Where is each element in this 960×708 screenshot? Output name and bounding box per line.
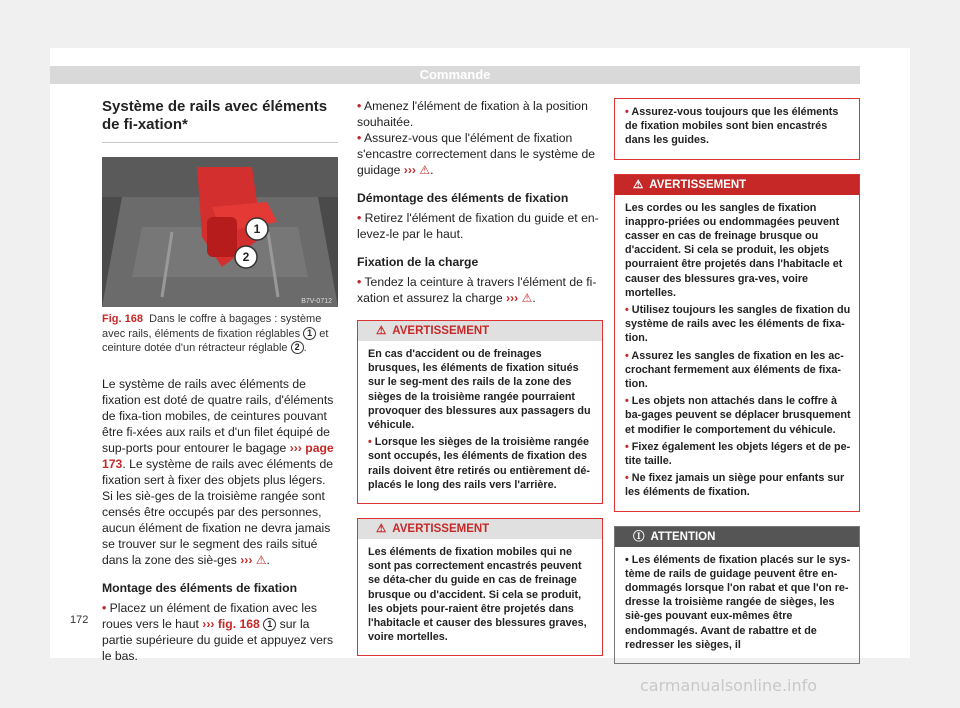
bullet-icon: • — [357, 131, 362, 145]
page-link[interactable]: ››› page 173 — [102, 440, 334, 471]
bullet-icon: • — [625, 440, 629, 453]
warning-bullet-text: Les objets non attachés dans le coffre à ba-gages peuvent se déplacer brusquement et modifier le comportement du véhicule. — [625, 395, 851, 436]
warning-box-header: ⚠ AVERTISSEMENT — [615, 175, 859, 195]
figure-caption: Fig. 168 Dans le coffre à bagages : système avec rails, éléments de fixation réglables 1 et ceinture dotée d'un rétracteur réglable 2 . — [102, 313, 329, 354]
warning-bullet-text: Assurez-vous toujours que les éléments de fixation mobiles sont bien encastrés dans les guides. — [625, 106, 839, 147]
attention-title: ATTENTION — [650, 530, 716, 543]
warning-bullet-text: Utilisez toujours les sangles de fixation du système de rails avec les éléments de fixa-tion. — [625, 304, 851, 345]
attention-box — [614, 526, 860, 664]
bullet-icon: • — [625, 304, 629, 317]
bullet-icon: • — [625, 349, 629, 362]
attention-bullet-text: Les éléments de fixation placés sur le sys-tème de rails de guidage peuvent être en-dommagés lorsque l'on rabat et que l'on re-dresse la troisième rangée de sièges, les siè-ges pouvant eux-mêmes être endommagés. Avant de rabattre et de redresser les sièges, il — [625, 553, 851, 651]
column-2 — [357, 98, 603, 670]
bullet-check: • Assurez-vous que l'élément de fixation s'encastre correctement dans le système de guidage ››› ⚠. — [357, 131, 596, 177]
montage-text-a: Placez un élément de fixation avec les roues vers le haut — [102, 600, 317, 631]
attention-box-header: Ⓘ ATTENTION — [615, 527, 859, 547]
warning-icon: ⚠ — [419, 163, 431, 177]
warning-text: Les cordes ou les sangles de fixation inappro-priées ou endommagées peuvent casser en cas de freinage brusque ou d'accident. Si cela se produit, les objets pourraient être projetés dans l'habitacle et causer des blessures gra-ves, voire mortelles. — [625, 201, 843, 299]
page-number: 172 — [70, 614, 89, 626]
caption-text-a: Dans le coffre à bagages : système avec rails, éléments de fixation réglables — [102, 313, 322, 340]
warning-bullet — [625, 303, 851, 346]
montage-text-b: sur la partie supérieure du guide et appuyez vers le bas. — [102, 616, 334, 663]
charge-bullet: • Tendez la ceinture à travers l'élément de fi-xation et assurez la charge ››› ⚠. — [357, 275, 597, 305]
attention-bullet — [625, 553, 851, 652]
bullet-icon: • — [357, 275, 362, 289]
warning-title: AVERTISSEMENT — [392, 325, 490, 337]
figure-label: Fig. 168 — [102, 313, 143, 325]
warning-box-2 — [357, 518, 603, 656]
warning-bullet-text: Assurez les sangles de fixation en les ac-crochant fermement aux éléments de fixa-tion. — [625, 349, 844, 391]
caption-text-b: et ceinture dotée d'un rétracteur réglable — [102, 327, 329, 354]
warning-bullet — [625, 349, 851, 392]
bullet-icon: • — [368, 436, 372, 449]
bullet-check-text: Assurez-vous que l'élément de fixation s'encastre correctement dans le système de guidage — [357, 131, 596, 177]
warning-continuation-box — [614, 98, 860, 160]
bullet-icon: • — [357, 99, 362, 113]
subhead-montage: Montage des éléments de fixation — [102, 580, 298, 595]
warning-box-body — [615, 99, 859, 159]
warning-box-body — [615, 195, 859, 511]
fig-link[interactable]: ››› fig. 168 — [202, 616, 260, 631]
montage-bullet — [102, 600, 338, 664]
warning-icon: ⚠ — [521, 291, 533, 305]
warning-box-body — [358, 539, 602, 655]
warning-title: AVERTISSEMENT — [649, 178, 747, 191]
warning-box-header: ⚠ AVERTISSEMENT — [358, 519, 602, 539]
warning-bullet — [625, 440, 851, 468]
warning-title: AVERTISSEMENT — [392, 523, 490, 536]
watermark: carmanualsonline.info — [640, 676, 818, 695]
bullet-icon: • — [102, 600, 107, 615]
bullet-move — [357, 98, 603, 130]
warning-bullet-text: Lorsque les sièges de la troisième rangée sont occupés, les éléments de fixation des rails doivent être retirés ou entièrement dé-placés le long des rails vers l'arrière. — [368, 436, 591, 491]
demontage-bullet — [357, 210, 603, 242]
warning-text: Les éléments de fixation mobiles qui ne sont pas correctement encastrés peuvent se déta-cher du guide en cas de freinage brusque ou d'accident. Si cela se produit, les objets pour-raient être projetés dans l'habitacle et causer des blessures graves, voire mortelles. — [368, 546, 587, 644]
bullet-icon: • — [625, 395, 629, 408]
callout-2: 2 — [242, 250, 250, 264]
warning-bullet — [368, 435, 594, 492]
demontage-text: Retirez l'élément de fixation du guide et en-levez-le par le haut. — [357, 211, 599, 241]
warning-text: En cas d'accident ou de freinages brusques, les éléments de fixation situés sur le seg-ment des rails de la zone des sièges de la troisième rangée pourraient provoquer des blessures aux passagers du véhicule. — [368, 348, 591, 432]
warning-bullet — [625, 471, 851, 499]
column-3 — [614, 98, 860, 678]
bullet-icon: • — [625, 472, 629, 485]
warning-bullet — [625, 394, 851, 437]
bullet-move-text: Amenez l'élément de fixation à la position souhaitée. — [357, 99, 588, 129]
ref-circle: 1 — [263, 618, 276, 631]
subhead-demontage: Démontage des éléments de fixation — [357, 191, 569, 205]
bullet-icon: • — [357, 211, 362, 225]
ref-circle-2: 2 — [291, 341, 304, 354]
warning-bullet-text: Fixez également les objets légers et de pe-tite taille. — [625, 440, 851, 468]
warning-box-3 — [614, 174, 860, 512]
intro-text-b: . Le système de rails avec éléments de fixation sert à fixer des objets plus légers. Si les siè-ges de la troisième rangée sont censés être occupés par des personnes, aucun élément de fixation ne devra jamais se trouver sur le segment des rails situé dans la zone des siè-ges — [102, 456, 334, 567]
intro-text-a: Le système de rails avec éléments de fixation est doté de quatre rails, d'éléments de fixa-tion mobiles, de ceintures pouvant être fi-xées aux rails et d'un filet équipé de sup-ports pour entourer le bagage — [102, 376, 334, 455]
subhead-charge: Fixation de la charge — [357, 255, 479, 269]
attention-box-body — [615, 547, 859, 663]
charge-text: Tendez la ceinture à travers l'élément de fi-xation et assurez la charge — [357, 275, 597, 305]
warning-bullet-text: Ne fixez jamais un siège pour enfants sur les éléments de fixation. — [625, 472, 845, 499]
warning-box-body — [358, 341, 602, 503]
bullet-icon: • — [625, 553, 629, 566]
bullet-icon: • — [625, 106, 629, 118]
warning-bullet — [625, 105, 851, 148]
warning-box-1 — [357, 320, 603, 504]
column-1 — [102, 98, 338, 664]
warning-link[interactable]: ››› — [240, 552, 256, 567]
ref-circle-1: 1 — [303, 327, 316, 340]
warning-icon: ⚠ — [255, 552, 267, 567]
chapter-header: Commande — [50, 66, 860, 84]
warning-link[interactable]: ››› — [403, 163, 416, 177]
warning-link[interactable]: ››› — [506, 291, 519, 305]
figure-168 — [102, 157, 338, 307]
section-title: Système de rails avec éléments de fi-xation* — [102, 98, 338, 143]
trunk-illustration — [102, 157, 338, 307]
callout-1: 1 — [253, 222, 261, 236]
intro-paragraph: Le système de rails avec éléments de fixation est doté de quatre rails, d'éléments de fixa-tion mobiles, de ceintures pouvant être fi-xées aux rails et d'un filet équipé de sup-ports pour entourer le bagage ››› page 173. Le système de rails avec éléments de fixation sert à fixer des objets plus légers. Si les siè-ges de la troisième rangée sont censés être occupés par des personnes, aucun élément de fixation ne devra jamais se trouver sur le segment des rails situé dans la zone des siè-ges ››› ⚠. — [102, 376, 334, 567]
figure-code: B7V-0712 — [301, 298, 332, 305]
warning-box-header: ⚠ AVERTISSEMENT — [358, 321, 602, 341]
